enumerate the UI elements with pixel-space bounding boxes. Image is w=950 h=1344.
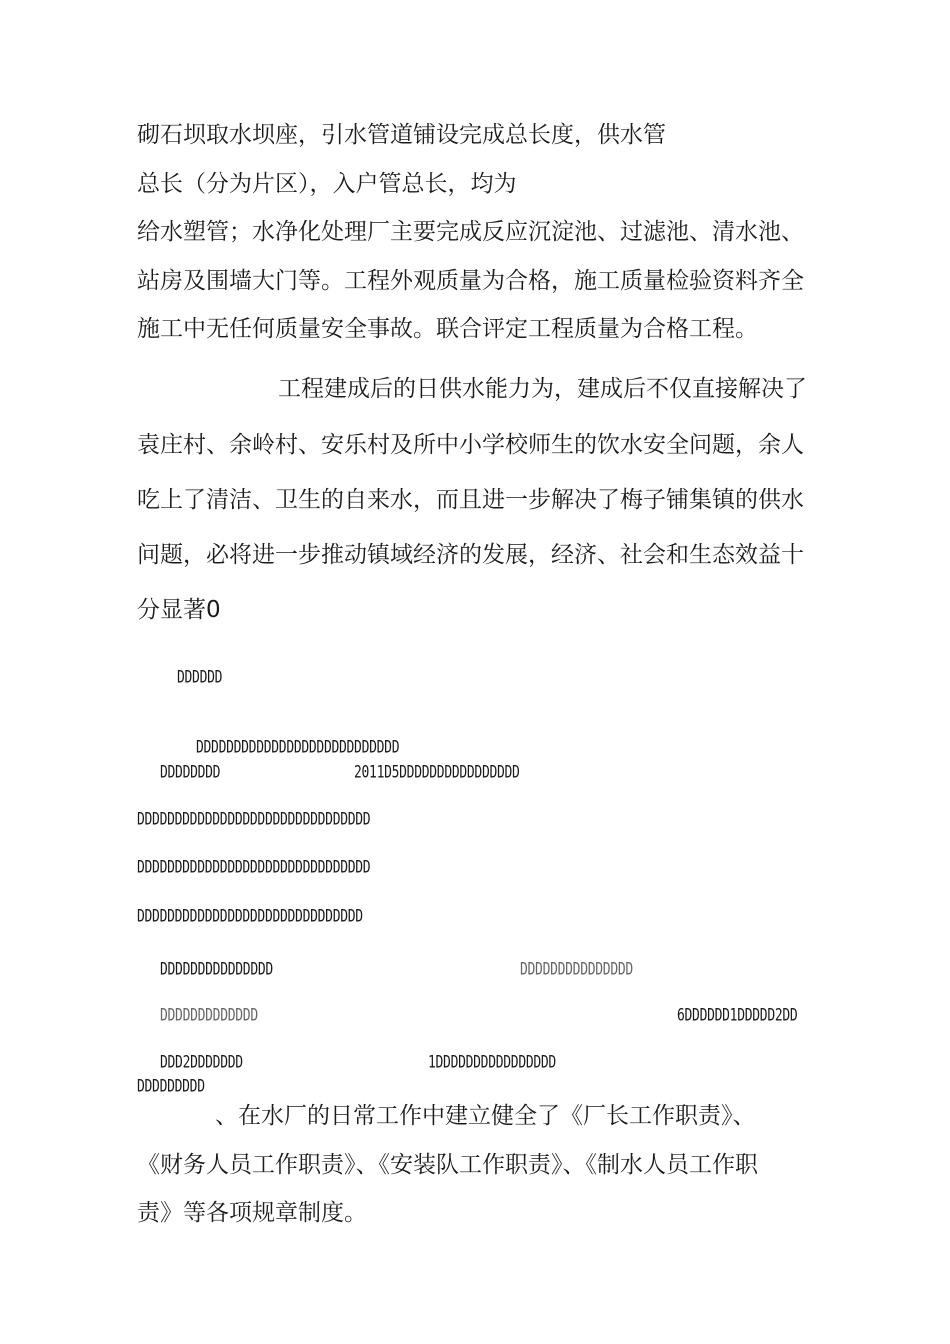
garbled-line-6: DDDDDDDDDDDDDDDDDDDDDDDDDDDDDD [137,907,363,927]
para2-line-4: 问题，必将进一步推动镇域经济的发展，经济、社会和生态效益十 [137,542,804,568]
para1-line-3: 给水塑管；水净化处理厂主要完成反应沉淀池、过滤池、清水池、 [137,219,804,245]
garbled-line-9a: DDD2DDDDDDD [160,1053,243,1073]
garbled-line-5: DDDDDDDDDDDDDDDDDDDDDDDDDDDDDDD [137,858,371,878]
garbled-line-3a: DDDDDDDD [160,763,221,783]
garbled-line-8b: 6DDDDDD1DDDDD2DD [677,1006,798,1026]
garbled-line-9b: 1DDDDDDDDDDDDDDDD [428,1053,556,1073]
para3-line-3: 责》等各项规章制度。 [137,1200,367,1226]
para2-line-3: 吃上了清洁、卫生的自来水，而且进一步解决了梅子铺集镇的供水 [137,487,804,513]
garbled-line-7b: DDDDDDDDDDDDDDD [520,960,633,980]
para1-line-4: 站房及围墙大门等。工程外观质量为合格，施工质量检验资料齐全 [137,268,804,294]
para1-line-5: 施工中无任何质量安全事故。联合评定工程质量为合格工程。 [137,316,758,342]
para3-line-2: 《财务人员工作职责》、《安装队工作职责》、《制水人员工作职 [137,1152,758,1178]
para3-line-1: 、在水厂的日常工作中建立健全了《厂长工作职责》、 [215,1103,756,1129]
para2-line-2: 袁庄村、余岭村、安乐村及所中小学校师生的饮水安全问题，余人 [137,432,804,458]
garbled-line-1: DDDDDD [177,668,223,688]
para1-line-1: 砌石坝取水坝座，引水管道铺设完成总长度，供水管 [137,122,666,148]
para2-line-5: 分显著0 [137,597,221,623]
para2-line-1: 工程建成后的日供水能力为，建成后不仅直接解决了 [278,376,807,402]
garbled-line-2: DDDDDDDDDDDDDDDDDDDDDDDDDDD [196,738,400,758]
garbled-line-8a: DDDDDDDDDDDDD [160,1006,258,1026]
garbled-line-7a: DDDDDDDDDDDDDDD [160,960,273,980]
garbled-line-3b: 2011D5DDDDDDDDDDDDDDDD [354,763,520,783]
garbled-line-10: DDDDDDDDD [137,1077,205,1097]
para1-line-2: 总长（分为片区），入户管总长，均为 [137,171,517,197]
garbled-line-4: DDDDDDDDDDDDDDDDDDDDDDDDDDDDDDD [137,810,371,830]
